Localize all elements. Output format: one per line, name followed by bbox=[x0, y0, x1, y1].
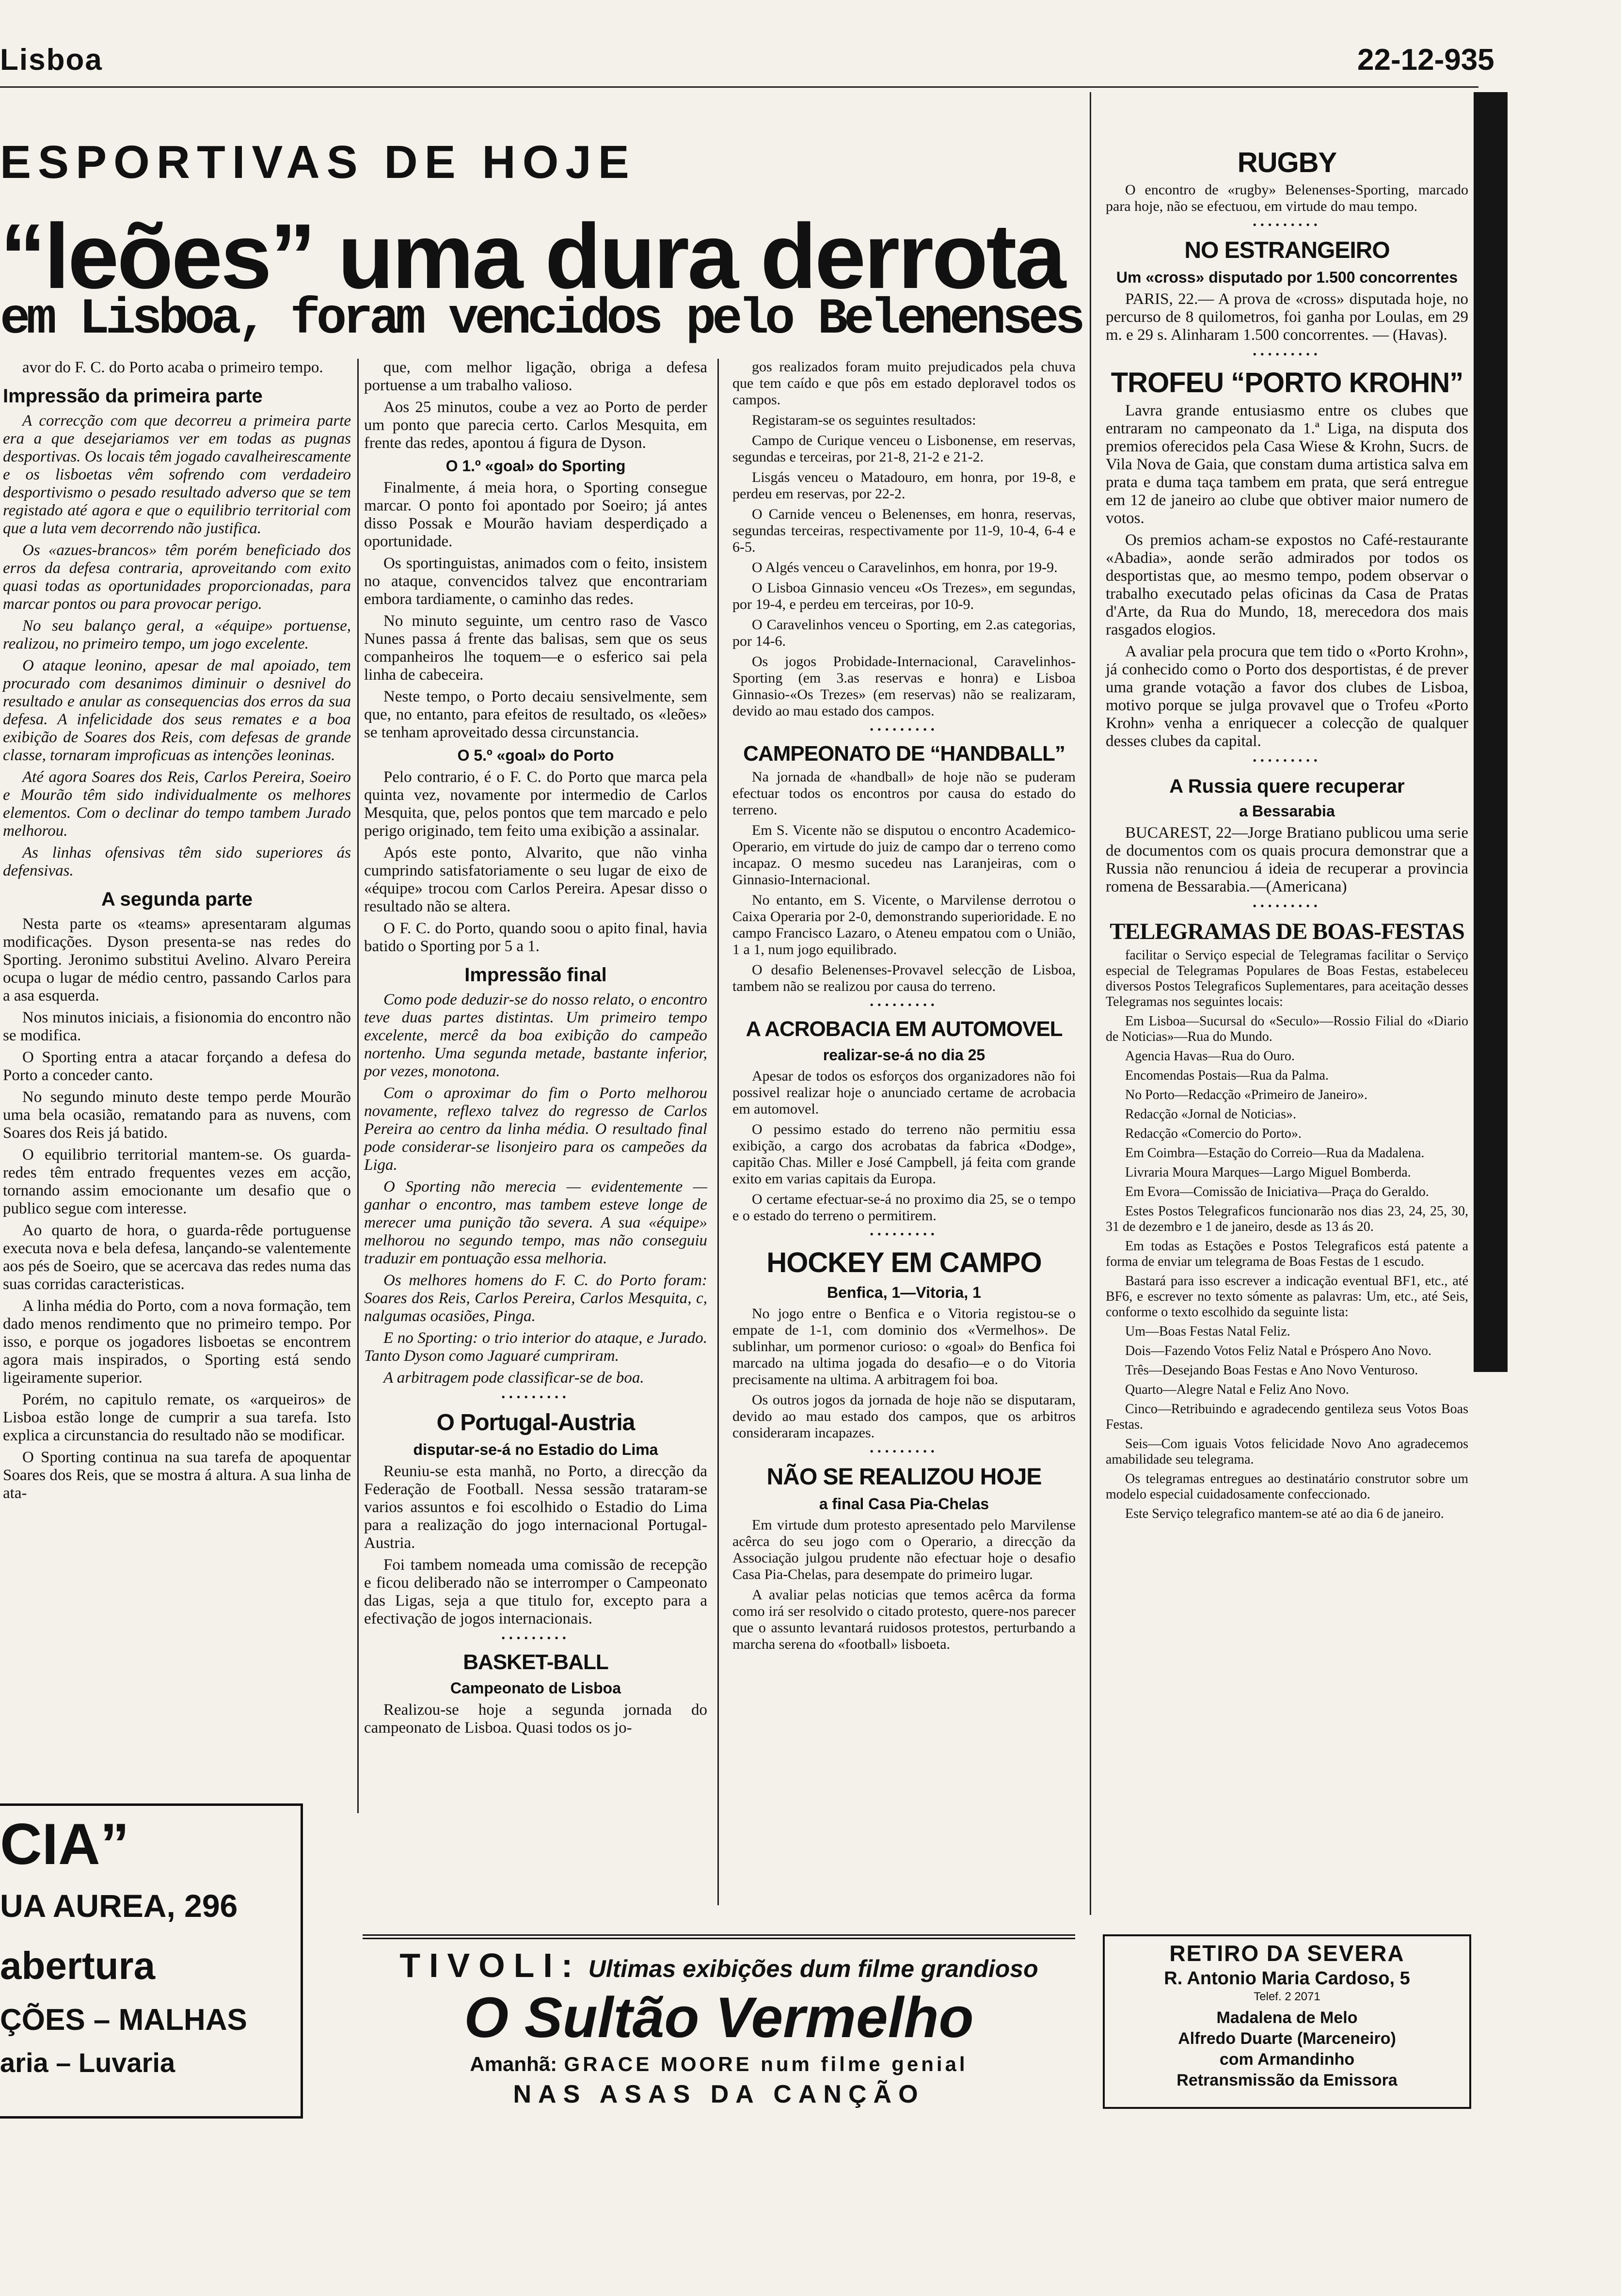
article-paragraph: Bastará para isso escrever a indicação eventual BF1, etc., até BF6, e escrever no texto sómente as palavras: Um, etc., até Seis, conforme o texto escolhido da seguinte lista: bbox=[1106, 1274, 1468, 1320]
ad-retiro-severa bbox=[1103, 1934, 1471, 2109]
separator-dots: ••••••••• bbox=[501, 1632, 570, 1644]
article-paragraph: E no Sporting: o trio interior do ataque, e Jurado. Tanto Dyson como Jaguaré cumpriram. bbox=[364, 1329, 707, 1365]
column-rule-2 bbox=[717, 359, 719, 1905]
headline-portugal-austria: O Portugal-Austria bbox=[436, 1410, 635, 1435]
separator-dots: ••••••••• bbox=[1253, 900, 1321, 912]
separator-dots: ••••••••• bbox=[1253, 348, 1321, 360]
separator-dots: ••••••••• bbox=[870, 1228, 938, 1240]
article-paragraph: Após este ponto, Alvarito, que não vinha cumprindo satisfatoriamente o seu lugar de eixo de «équipe» trocou com Carlos Pereira. Apesar disso o resultado não se altera. bbox=[364, 844, 707, 915]
article-paragraph: que, com melhor ligação, obriga a defesa portuense a um trabalho valioso. bbox=[364, 359, 707, 394]
ad-severa-address: R. Antonio Maria Cardoso, 5 bbox=[1164, 1968, 1410, 1989]
article-paragraph: Os telegramas entregues ao destinatário construtor sobre um modelo especial cuidadosamente confeccionado. bbox=[1106, 1471, 1468, 1502]
article-paragraph: Foi tambem nomeada uma comissão de recepção e ficou deliberado não se interromper o Campeonato das Ligas, seja a que titulo for, excepto para a efectivação de jogos internacionais. bbox=[364, 1556, 707, 1627]
subhead-acrobacia: realizar-se-á no dia 25 bbox=[823, 1046, 985, 1064]
article-paragraph: O Sporting entra a atacar forçando a defesa do Porto a conceder canto. bbox=[3, 1049, 351, 1084]
article-column-1 bbox=[0, 359, 354, 1828]
article-paragraph: No segundo minuto deste tempo perde Mourão uma bela ocasião, rematando para as nuvens, com Soares dos Reis já batido. bbox=[3, 1088, 351, 1142]
headline-rugby: RUGBY bbox=[1237, 147, 1337, 178]
ad-severa-line4: Retransmissão da Emissora bbox=[1176, 2071, 1398, 2089]
ad-left-line1: CIA” bbox=[0, 1812, 129, 1877]
article-paragraph: Lavra grande entusiasmo entre os clubes que entraram no campeonato da 1.ª Liga, na disputa dos premios oferecidos pela Casa Wiese & Krohn, Sucrs. de Vila Nova de Gaia, que constam duma artistica salva em prata e duma taça tambem em prata, que será entregue em 12 de janeiro ao clube que obtiver maior numero de votos. bbox=[1106, 402, 1468, 527]
article-paragraph: Os melhores homens do F. C. do Porto foram: Soares dos Reis, Carlos Pereira, Carlos Mesquita, c, nalgumas ocasiões, Pinga. bbox=[364, 1272, 707, 1325]
headline-hockey: HOCKEY EM CAMPO bbox=[766, 1247, 1042, 1278]
masthead-paper: Lisboa bbox=[0, 43, 103, 77]
column-rule-3 bbox=[1090, 92, 1091, 1915]
article-paragraph: O Sporting continua na sua tarefa de apoquentar Soares dos Reis, que se mostra á altura. A sua linha de ata- bbox=[3, 1449, 351, 1502]
article-paragraph: BUCAREST, 22—Jorge Bratiano publicou uma serie de documentos com os quais procura demonstrar que a Russia não renunciou á ideia de recuperar a provincia romena de Bessarabia.—(Americana) bbox=[1106, 824, 1468, 895]
article-paragraph: Três—Desejando Boas Festas e Ano Novo Venturoso. bbox=[1125, 1363, 1418, 1378]
article-paragraph: O equilibrio territorial mantem-se. Os guarda-redes têm entrado frequentes vezes em acção, tornando assim emocionante um desafio que o publico segue com interesse. bbox=[3, 1146, 351, 1217]
section-banner: ESPORTIVAS DE HOJE bbox=[0, 136, 636, 188]
headline-handball: CAMPEONATO DE “HANDBALL” bbox=[743, 742, 1065, 765]
subhead-first-half: Impressão da primeira parte bbox=[3, 385, 263, 407]
subhead-final: Impressão final bbox=[464, 964, 607, 986]
main-deck: em Lisboa, foram vencidos pelo Belenenses bbox=[0, 291, 1081, 348]
article-paragraph: O certame efectuar-se-á no proximo dia 25, se o tempo e o estado do terreno o permitirem. bbox=[732, 1191, 1076, 1224]
article-paragraph: Em todas as Estações e Postos Telegraficos está patente a forma de enviar um telegrama de Boas Festas de 1 escudo. bbox=[1106, 1239, 1468, 1269]
article-paragraph: Até agora Soares dos Reis, Carlos Pereira, Soeiro e Mourão têm sido individualmente os melhores elementos. Com o declinar do tempo tambem Jurado melhorou. bbox=[3, 768, 351, 840]
ad-tivoli-subtitle: NAS ASAS DA CANÇÃO bbox=[513, 2080, 925, 2108]
article-paragraph: Porém, no capitulo remate, os «arqueiros» de Lisboa estão longe de cumprir a sua tarefa. Isto explica a circunstancia do resultado não se modificar. bbox=[3, 1391, 351, 1444]
subhead-nao-realizou: a final Casa Pia-Chelas bbox=[819, 1495, 989, 1513]
article-paragraph: O Sporting não merecia — evidentemente — ganhar o encontro, mas tambem esteve longe de merecer uma punição tão severa. A sua «équipe» melhorou no segundo tempo, mas não conseguiu traduzir em pontuação essa melhoria. bbox=[364, 1178, 707, 1267]
ad-severa-line3: com Armandinho bbox=[1219, 2050, 1355, 2069]
article-paragraph: O pessimo estado do terreno não permitiu essa exibição, a cargo dos acrobatas da fabrica «Dodge», capitão Chas. Miller e José Campbell, já feita com grande exito em varias capitais da Europa. bbox=[732, 1121, 1076, 1187]
article-paragraph: Os «azues-brancos» têm porém beneficiado dos erros da defesa contraria, aproveitando com exito quasi todas as oportunidades proporcionadas, para marcar pontos ou para provocar perigo. bbox=[3, 542, 351, 613]
article-paragraph: A arbitragem pode classificar-se de boa. bbox=[383, 1369, 644, 1387]
article-paragraph: A avaliar pelas noticias que temos acêrca da forma como irá ser resolvido o citado protesto, quere-nos parecer que o assunto levantará ruidosos protestos, perturbando a marcha serena do «football» lisboeta. bbox=[732, 1587, 1076, 1652]
article-paragraph: Ao quarto de hora, o guarda-rêde portuguense executa nova e bela defesa, lançando-se valentemente aos pés de Soeiro, que se acercava das redes numa das suas corridas caracteristicas. bbox=[3, 1222, 351, 1293]
article-paragraph: avor do F. C. do Porto acaba o primeiro tempo. bbox=[22, 359, 323, 376]
article-paragraph: O encontro de «rugby» Belenenses-Sporting, marcado para hoje, não se efectuou, em virtude do mau tempo. bbox=[1106, 182, 1468, 214]
ad-left-line3: abertura bbox=[0, 1944, 156, 1987]
article-paragraph: Apesar de todos os esforços dos organizadores não foi possivel realizar hoje o anunciado certame de acrobacia em automovel. bbox=[732, 1068, 1076, 1117]
article-paragraph: Estes Postos Telegraficos funcionarão nos dias 23, 24, 25, 30, 31 de dezembro e 1 de janeiro, desde as 13 ás 20. bbox=[1106, 1204, 1468, 1234]
article-paragraph: Redacção «Comercio do Porto». bbox=[1125, 1126, 1302, 1141]
ad-severa-line2: Alfredo Duarte (Marceneiro) bbox=[1178, 2029, 1396, 2048]
subhead-portugal-austria: disputar-se-á no Estadio do Lima bbox=[413, 1441, 658, 1458]
article-paragraph: No minuto seguinte, um centro raso de Vasco Nunes passa á frente das balisas, sem que os seus companheiros lhe toquem—e o esferico sai pela linha de cabeceira. bbox=[364, 612, 707, 684]
article-paragraph: O Algés venceu o Caravelinhos, em honra, por 19-9. bbox=[752, 559, 1058, 575]
article-paragraph: Em virtude dum protesto apresentado pelo Marvilense acêrca do seu jogo com o Operario, a direcção da Associação julgou prudente não efectuar hoje o desafio Casa Pia-Chelas, para desempate do primeiro lugar. bbox=[732, 1517, 1076, 1582]
ad-left-line5: aria – Luvaria bbox=[0, 2047, 175, 2078]
article-paragraph: Registaram-se os seguintes resultados: bbox=[752, 412, 976, 428]
article-paragraph: Nesta parte os «teams» apresentaram algumas modificações. Dyson presenta-se nas redes do Sporting. Jeronimo substitui Avelino. Alvaro Pereira ocupa o lugar de médio centro, passando Carlos para a asa esquerda. bbox=[3, 915, 351, 1004]
article-paragraph: O Lisboa Ginnasio venceu «Os Trezes», em segundas, por 19-4, e perdeu em terceiras, por 10-9. bbox=[732, 580, 1076, 612]
ad-left-line4: ÇÕES – MALHAS bbox=[0, 2003, 247, 2037]
article-paragraph: facilitar o Serviço especial de Telegramas facilitar o Serviço especial de Telegramas Populares de Boas Festas, estabeleceu diversos Postos Telegraficos Suplementares, para aceitação desses Telegramas nos seguintes locais: bbox=[1106, 948, 1468, 1009]
separator-dots: ••••••••• bbox=[870, 723, 938, 735]
page-edge-stripe bbox=[1474, 92, 1508, 1372]
article-paragraph: Lisgás venceu o Matadouro, em honra, por 19-8, e perdeu em reservas, por 22-2. bbox=[732, 469, 1076, 502]
article-paragraph: O F. C. do Porto, quando soou o apito final, havia batido o Sporting por 5 a 1. bbox=[364, 920, 707, 955]
article-paragraph: O desafio Belenenses-Provavel selecção de Lisboa, tambem não se realizou por causa do terreno. bbox=[732, 962, 1076, 994]
article-paragraph: Como pode deduzir-se do nosso relato, o encontro teve duas partes distintas. Um primeiro tempo excelente, mercê da boa exibição do campeão nortenho. Uma segunda metade, bastante inferior, por vezes, monotona. bbox=[364, 991, 707, 1080]
article-paragraph: PARIS, 22.— A prova de «cross» disputada hoje, no percurso de 8 quilometros, foi ganha por Loulas, em 29 m. e 29 s. Alinharam 1.500 concorrentes. — (Havas). bbox=[1106, 290, 1468, 344]
subhead-second-half: A segunda parte bbox=[101, 889, 253, 910]
subhead-basket: Campeonato de Lisboa bbox=[450, 1679, 621, 1697]
article-paragraph: Na jornada de «handball» de hoje não se puderam efectuar todos os encontros por causa do estado do terreno. bbox=[732, 769, 1076, 818]
article-paragraph: Encomendas Postais—Rua da Palma. bbox=[1125, 1068, 1329, 1083]
subhead-goal-5: O 5.º «goal» do Porto bbox=[457, 747, 614, 764]
article-paragraph: Redacção «Jornal de Noticias». bbox=[1125, 1107, 1296, 1122]
article-paragraph: Reuniu-se esta manhã, no Porto, a direcção da Federação de Football. Nessa sessão trataram-se varios assuntos e foi escolhido o Estadio do Lima para a realização do jogo internacional Portugal-Austria. bbox=[364, 1463, 707, 1552]
article-paragraph: Finalmente, á meia hora, o Sporting consegue marcar. O ponto foi apontado por Soeiro; já antes disso Possak e Mourão haviam desperdiçado a oportunidade. bbox=[364, 479, 707, 550]
ad-tivoli-amanha-text: GRACE MOORE num filme genial bbox=[564, 2053, 968, 2075]
headline-trofeu: TROFEU “PORTO KROHN” bbox=[1111, 367, 1463, 399]
subhead-russia: a Bessarabia bbox=[1239, 802, 1335, 820]
headline-russia: A Russia quere recuperar bbox=[1169, 776, 1405, 797]
article-paragraph: Pelo contrario, é o F. C. do Porto que marca pela quinta vez, novamente por intermedio de Carlos Mesquita, que, pelos pontos que tem marcado e pelo perigo originado, tem feito uma exibição a assinalar. bbox=[364, 768, 707, 840]
headline-nao-realizou: NÃO SE REALIZOU HOJE bbox=[766, 1464, 1042, 1490]
headline-basket: BASKET-BALL bbox=[463, 1650, 608, 1674]
masthead-rule bbox=[0, 86, 1478, 88]
article-paragraph: No Porto—Redacção «Primeiro de Janeiro». bbox=[1125, 1087, 1367, 1102]
article-paragraph: No seu balanço geral, a «équipe» portuense, realizou, no primeiro tempo, um jogo excelente. bbox=[3, 617, 351, 653]
main-headline: “leões” uma dura derrota bbox=[0, 205, 1065, 308]
article-paragraph: Quarto—Alegre Natal e Feliz Ano Novo. bbox=[1125, 1382, 1349, 1397]
article-paragraph: Agencia Havas—Rua do Ouro. bbox=[1125, 1049, 1295, 1064]
separator-dots: ••••••••• bbox=[870, 999, 938, 1011]
article-paragraph: Um—Boas Festas Natal Feliz. bbox=[1125, 1324, 1290, 1339]
ad-severa-title: RETIRO DA SEVERA bbox=[1169, 1941, 1405, 1966]
article-column-3 bbox=[730, 359, 1079, 1925]
ad-tivoli-title: O Sultão Vermelho bbox=[464, 1986, 974, 2050]
separator-dots: ••••••••• bbox=[501, 1391, 570, 1403]
article-paragraph: Em Evora—Comissão de Iniciativa—Praça do Geraldo. bbox=[1125, 1184, 1429, 1199]
ad-severa-line1: Madalena de Melo bbox=[1216, 2009, 1358, 2027]
ad-tivoli bbox=[363, 1934, 1075, 2119]
article-paragraph: A correcção com que decorreu a primeira parte era a que desejariamos ver em todas as pugnas desportivas. Os locais têm jogado cavalheirescamente e os lisboetas vêm sofrendo com verdadeiro desportivismo o pesado resultado adverso que se tem registado até agora e que o equilibrio territorial com que a luta vem decorrendo não justifica. bbox=[3, 412, 351, 537]
article-paragraph: As linhas ofensivas têm sido superiores ás defensivas. bbox=[3, 844, 351, 879]
headline-telegramas: TELEGRAMAS DE BOAS-FESTAS bbox=[1110, 919, 1464, 944]
article-paragraph: Em S. Vicente não se disputou o encontro Academico-Operario, em virtude do juiz de campo dar o terreno como incapaz. O mesmo sucedeu nas Laranjeiras, com o Ginnasio-Internacional. bbox=[732, 822, 1076, 888]
article-paragraph: O Caravelinhos venceu o Sporting, em 2.as categorias, por 14-6. bbox=[732, 617, 1076, 649]
article-paragraph: Os sportinguistas, animados com o feito, insistem no ataque, convencidos talvez que encontrariam embora tardiamente, o caminho das redes. bbox=[364, 555, 707, 608]
article-paragraph: Nos minutos iniciais, a fisionomia do encontro não se modifica. bbox=[3, 1009, 351, 1044]
article-paragraph: Em Lisboa—Sucursal do «Seculo»—Rossio Filial do «Diario de Noticias»—Rua do Mundo. bbox=[1106, 1014, 1468, 1044]
ad-left-line2: UA AUREA, 296 bbox=[0, 1888, 238, 1924]
separator-dots: ••••••••• bbox=[870, 1445, 938, 1457]
ad-severa-phone: Telef. 2 2071 bbox=[1254, 1990, 1320, 2003]
article-paragraph: Dois—Fazendo Votos Feliz Natal e Próspero Ano Novo. bbox=[1125, 1343, 1432, 1358]
subhead-goal-1: O 1.º «goal» do Sporting bbox=[445, 457, 626, 475]
article-paragraph: Em Coimbra—Estação do Correio—Rua da Madalena. bbox=[1125, 1146, 1425, 1161]
article-paragraph: Com o aproximar do fim o Porto melhorou novamente, reflexo talvez do regresso de Carlos Pereira ao centro da linha média. O resultado final pode considerar-se lisonjeiro para os campeões da Liga. bbox=[364, 1084, 707, 1174]
article-paragraph: Os jogos Probidade-Internacional, Caravelinhos-Sporting (em 3.as reservas e honra) e Lisboa Ginnasio-«Os Trezes» (em reservas) não se realizaram, devido ao mau estado dos campos. bbox=[732, 654, 1076, 719]
article-paragraph: No jogo entre o Benfica e o Vitoria registou-se o empate de 1-1, com dominio dos «Vermelhos». De sublinhar, um pormenor curioso: o «goal» do Benfica foi marcado na ultima jogada do desafio—e o do Vitoria precisamente na ultima. A arbitragem foi boa. bbox=[732, 1306, 1076, 1387]
article-paragraph: O ataque leonino, apesar de mal apoiado, tem procurado com desanimos diminuir o desnivel do resultado e anular as consequencias dos erros da sua defesa. A infelicidade dos seus remates e a boa exibição de Soares dos Reis, com defesas de grande classe, tornaram improficuas as intenções leoninas. bbox=[3, 657, 351, 764]
ad-left-box bbox=[0, 1803, 303, 2119]
column-rule-1 bbox=[357, 359, 359, 1813]
subhead-hockey: Benfica, 1—Vitoria, 1 bbox=[827, 1284, 981, 1301]
headline-estrangeiro: NO ESTRANGEIRO bbox=[1184, 238, 1390, 263]
article-paragraph: O Carnide venceu o Belenenses, em honra, reservas, segundas terceiras, respectivamente por 11-9, 10-4, 6-4 e 6-5. bbox=[732, 506, 1076, 555]
article-paragraph: Neste tempo, o Porto decaiu sensivelmente, sem que, no entanto, para efeitos de resultado, os «leões» se tenham aproveitado dessa circunstancia. bbox=[364, 688, 707, 741]
ad-tivoli-brand: TIVOLI: bbox=[399, 1946, 582, 1984]
article-paragraph: Campo de Curique venceu o Lisbonense, em reservas, segundas e terceiras, por 21-8, 21-2 e 21-2. bbox=[732, 432, 1076, 465]
ad-tivoli-tag: Ultimas exibições dum filme grandioso bbox=[588, 1955, 1038, 1982]
article-paragraph: Este Serviço telegrafico mantem-se até ao dia 6 de janeiro. bbox=[1125, 1506, 1444, 1521]
article-paragraph: gos realizados foram muito prejudicados pela chuva que tem caído e que pôs em estado deploravel todos os campos. bbox=[732, 359, 1076, 408]
masthead-date: 22-12-935 bbox=[1357, 43, 1494, 77]
article-paragraph: Realizou-se hoje a segunda jornada do campeonato de Lisboa. Quasi todos os jo- bbox=[364, 1701, 707, 1737]
article-paragraph: No entanto, em S. Vicente, o Marvilense derrotou o Caixa Operaria por 2-0, demonstrando superioridade. E no campo Francisco Lazaro, o Ateneu empatou com o União, 1 a 1, num jogo equilibrado. bbox=[732, 892, 1076, 957]
article-paragraph: Livraria Moura Marques—Largo Miguel Bomberda. bbox=[1125, 1165, 1411, 1180]
article-paragraph: Os outros jogos da jornada de hoje não se disputaram, devido ao mau estado dos campos, que os arbitros consideraram incapazes. bbox=[732, 1392, 1076, 1441]
separator-dots: ••••••••• bbox=[1253, 219, 1321, 231]
ad-tivoli-amanha-label: Amanhã: bbox=[470, 2053, 557, 2075]
article-paragraph: A linha média do Porto, com a nova formação, tem dado menos rendimento que no primeiro tempo. Por isso, e porque os jogadores lisboetas se encontrem agora mais inspirados, o Sporting está sendo ligeiramente superior. bbox=[3, 1297, 351, 1387]
subhead-estrangeiro: Um «cross» disputado por 1.500 concorrentes bbox=[1116, 269, 1458, 286]
article-paragraph: Aos 25 minutos, coube a vez ao Porto de perder um ponto que parecia certo. Carlos Mesquita, em frente das redes, apontou á figura de Dyson. bbox=[364, 399, 707, 452]
article-paragraph: Os premios acham-se expostos no Café-restaurante «Abadia», aonde serão admirados por todos os desportistas que, ao mesmo tempo, podem observar o trabalho executado pelas oficinas da Casa de Pratas d'Arte, da Rua do Mundo, 18, merecedora dos mais rasgados elogios. bbox=[1106, 531, 1468, 638]
article-paragraph: A avaliar pela procura que tem tido o «Porto Krohn», já conhecido como o Porto dos desportistas, é de prever uma grande votação a favor dos clubes de Lisboa, motivo porque se julga provavel que o Trofeu «Porto Krohn» venha a enriquecer a colecção de qualquer desses clubes da capital. bbox=[1106, 643, 1468, 750]
article-paragraph: Seis—Com iguais Votos felicidade Novo Ano agradecemos amabilidade seu telegrama. bbox=[1106, 1436, 1468, 1467]
article-column-2 bbox=[361, 359, 710, 1813]
headline-acrobacia: A ACROBACIA EM AUTOMOVEL bbox=[746, 1017, 1063, 1041]
article-paragraph: Cinco—Retribuindo e agradecendo gentileza seus Votos Boas Festas. bbox=[1106, 1402, 1468, 1432]
separator-dots: ••••••••• bbox=[1253, 754, 1321, 766]
article-column-4 bbox=[1103, 141, 1471, 1706]
